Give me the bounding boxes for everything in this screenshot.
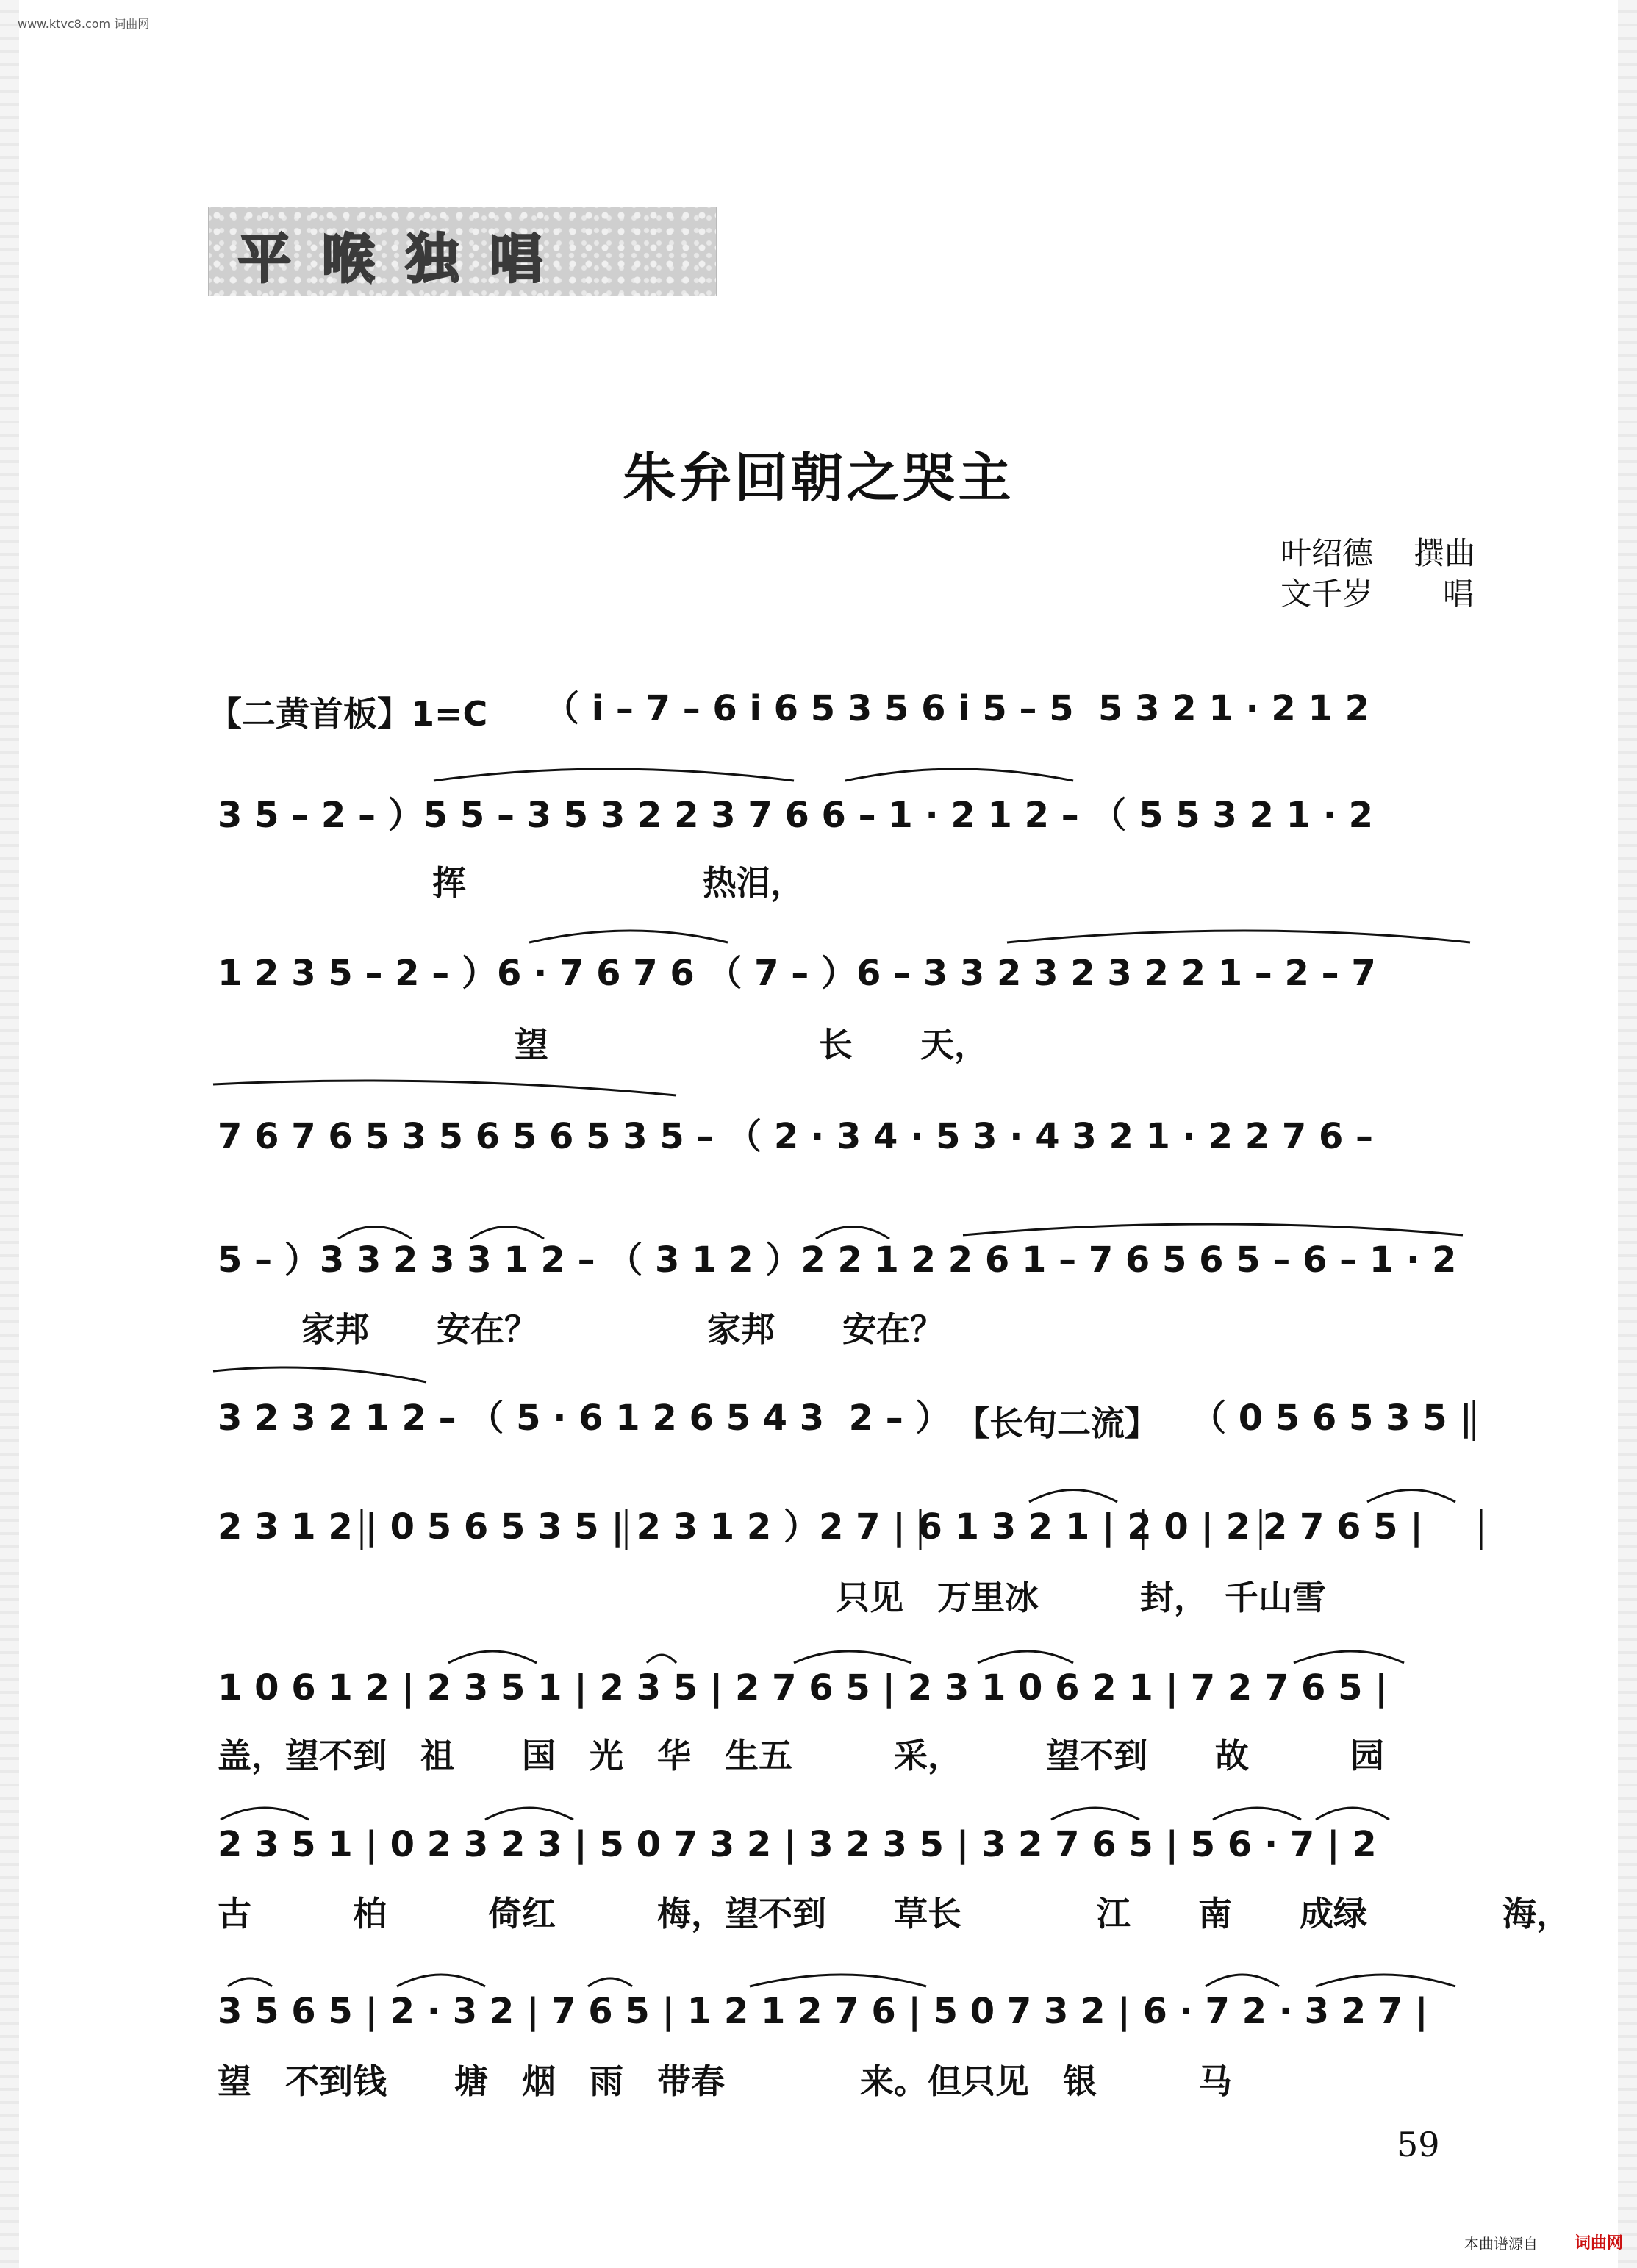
song-title: 朱弁回朝之哭主	[623, 446, 1014, 509]
slur-6	[338, 1227, 412, 1239]
composer-role: 撰曲	[1414, 535, 1476, 571]
page-number: 59	[1397, 2125, 1440, 2164]
score-line-2-lyrics: 挥 热泪，	[432, 863, 804, 903]
slur-17	[1294, 1651, 1404, 1663]
slur-11	[1029, 1490, 1117, 1503]
singer-name: 文千岁	[1280, 576, 1374, 612]
slur-4	[1007, 931, 1470, 942]
slur-18	[221, 1808, 309, 1820]
score-line-3-lyrics: 望 长 天，	[515, 1025, 988, 1065]
slur-3	[529, 931, 728, 942]
footer-source-text: 本曲谱源自	[1464, 2235, 1538, 2253]
slur-5	[213, 1081, 676, 1095]
score-line-1-notes: （ i – 7 – 6 i 6 5 3 5 6 i 5 – 5 5 3 2 1 · 2 1 2	[544, 688, 1370, 729]
score-line-7-lyrics: 只见 万里冰 封， 千山雪	[836, 1578, 1326, 1617]
slur-9	[963, 1224, 1463, 1235]
score-line-7-notes: 2 3 1 2 | 0 5 6 5 3 5 | 2 3 1 2 ）2 7 | 6 1 3 2 1 | 2 0 | 2 2 7 6 5 |	[218, 1506, 1423, 1548]
slur-25	[588, 1978, 632, 1986]
slur-8	[816, 1227, 889, 1239]
site-watermark: www.ktvc8.com 词曲网	[18, 17, 150, 31]
score-line-8-lyrics: 盖，望不到 祖 国 光 华 生五 采， 望不到 故 园	[218, 1736, 1384, 1775]
score-line-6-tag: 【长句二流】	[956, 1403, 1158, 1443]
score-line-8-notes: 1 0 6 1 2 | 2 3 5 1 | 2 3 5 | 2 7 6 5 | 2 3 1 0 6 2 1 | 7 2 7 6 5 |	[218, 1667, 1388, 1709]
slur-23	[228, 1978, 272, 1986]
slur-1	[434, 769, 794, 781]
score-line-1-tag: 【二黄首板】1=C	[208, 694, 488, 734]
slur-21	[1213, 1808, 1301, 1820]
score-line-2-notes: 3 5 – 2 – ）5 5 – 3 5 3 2 2 3 7 6 6 – 1 · 2 1 2 – （ 5 5 3 2 1 · 2	[218, 795, 1374, 836]
slur-16	[978, 1651, 1073, 1663]
slur-2	[845, 769, 1073, 781]
score-line-3-notes: 1 2 3 5 – 2 – ）6 · 7 6 7 6 （ 7 – ）6 – 3 3 2 3 2 3 2 2 1 – 2 – 7	[218, 953, 1376, 994]
singer-role: 唱	[1443, 576, 1475, 612]
section-banner-text: 平喉独唱	[238, 228, 574, 290]
score-line-5-notes: 5 – ）3 3 2 3 3 1 2 – （ 3 1 2 ）2 2 1 2 2 6 1 – 7 6 5 6 5 – 6 – 1 · 2	[218, 1239, 1457, 1281]
slur-12	[1367, 1490, 1455, 1503]
slur-7	[470, 1227, 544, 1239]
slur-10	[213, 1367, 426, 1382]
score-line-6-notes: 3 2 3 2 1 2 – （ 5 · 6 1 2 6 5 4 3 2 – ）	[218, 1398, 951, 1439]
score-line-6-notes-b: （ 0 5 6 5 3 5 |	[1191, 1398, 1472, 1439]
slur-15	[794, 1651, 911, 1663]
score-line-5-lyrics: 家邦 安在？ 家邦 安在？	[301, 1309, 944, 1349]
slur-20	[1051, 1808, 1139, 1820]
slur-19	[485, 1808, 573, 1820]
slur-26	[750, 1975, 926, 1986]
slur-24	[397, 1975, 485, 1986]
slur-28	[1316, 1975, 1455, 1986]
score-line-10-lyrics: 望 不到钱 塘 烟 雨 带春 来。但只见 银 马	[218, 2061, 1232, 2101]
score-line-10-notes: 3 5 6 5 | 2 · 3 2 | 7 6 5 | 1 2 1 2 7 6 | 5 0 7 3 2 | 6 · 7 2 · 3 2 7 |	[218, 1991, 1428, 2032]
slur-27	[1206, 1975, 1279, 1986]
score-line-9-lyrics: 古 柏 倚红 梅，望不到 草长 江 南 成绿 海，	[218, 1894, 1570, 1933]
composer-name: 叶绍德	[1280, 535, 1374, 571]
slur-22	[1316, 1808, 1389, 1820]
score-line-4-notes: 7 6 7 6 5 3 5 6 5 6 5 3 5 – （ 2 · 3 4 · 5 3 · 4 3 2 1 · 2 2 7 6 –	[218, 1116, 1374, 1157]
slur-14	[647, 1655, 676, 1663]
slur-13	[448, 1651, 537, 1663]
score-line-9-notes: 2 3 5 1 | 0 2 3 2 3 | 5 0 7 3 2 | 3 2 3 5 | 3 2 7 6 5 | 5 6 · 7 | 2	[218, 1824, 1377, 1865]
footer-logo: 词曲网	[1575, 2234, 1624, 2253]
